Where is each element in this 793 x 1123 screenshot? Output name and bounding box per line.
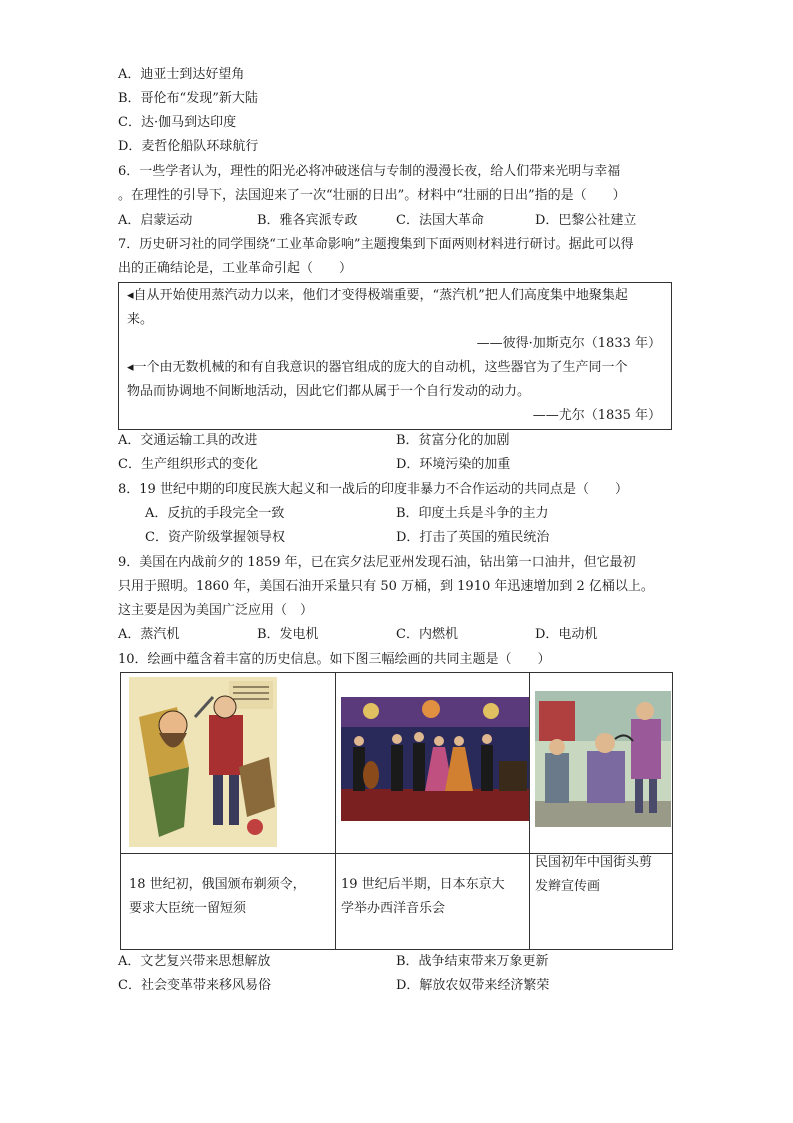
q7-quote2-line1: ◂一个由无数机械的和有自我意识的器官组成的庞大的自动机，这些器官为了生产同一个	[127, 360, 628, 375]
painting-queue-cutting	[535, 691, 671, 827]
q10-option-a[interactable]: A．文艺复兴带来思想解放	[118, 954, 271, 969]
q7-quote1-line1: ◂自从开始使用蒸汽动力以来，他们才变得极端重要，“蒸汽机”把人们高度集中地聚集起	[127, 288, 628, 303]
q5-option-b[interactable]: B．哥伦布“发现”新大陆	[118, 91, 258, 106]
painting-tokyo-western-concert	[341, 697, 529, 821]
q10-option-c[interactable]: C．社会变革带来移风易俗	[118, 978, 271, 993]
q5-option-a[interactable]: A．迪亚士到达好望角	[118, 67, 245, 82]
q7-quote2-line2: 物品而协调地不间断地活动，因此它们都从属于一个自行发动的动力。	[127, 384, 531, 399]
painting-russian-beard-decree	[129, 677, 277, 847]
q7-stem-line2: 出的正确结论是，工业革命引起（ ）	[118, 261, 353, 276]
q9-stem-line2: 只用于照明。1860 年，美国石油开采量只有 50 万桶，到 1910 年迅速增加到 2 亿桶以上。	[118, 579, 654, 594]
q7-quote2-source: ——尤尔（1835 年）	[532, 408, 661, 423]
q10-caption2-line2: 学举办西洋音乐会	[341, 901, 446, 916]
q5-option-c[interactable]: C．达·伽马到达印度	[118, 115, 237, 130]
q10-option-d[interactable]: D．解放农奴带来经济繁荣	[396, 978, 550, 993]
q8-option-d[interactable]: D．打击了英国的殖民统治	[396, 530, 550, 545]
q6-option-c[interactable]: C．法国大革命	[396, 213, 484, 228]
q6-option-d[interactable]: D．巴黎公社建立	[535, 213, 637, 228]
concert-illustration	[341, 697, 529, 821]
q10-caption2-line1: 19 世纪后半期，日本东京大	[341, 877, 505, 892]
q7-quote1-line2: 来。	[127, 312, 154, 327]
q10-painting-table	[120, 672, 673, 950]
q5-option-d[interactable]: D．麦哲伦船队环球航行	[118, 139, 259, 154]
q9-option-c[interactable]: C．内燃机	[396, 627, 458, 642]
q10-stem: 10．绘画中蕴含着丰富的历史信息。如下图三幅绘画的共同主题是（ ）	[118, 652, 551, 667]
q9-option-a[interactable]: A．蒸汽机	[118, 627, 180, 642]
q9-stem-line1: 9．美国在内战前夕的 1859 年，已在宾夕法尼亚州发现石油，钻出第一口油井，但它最初	[118, 555, 636, 570]
q6-stem-line2: 。在理性的引导下，法国迎来了一次“壮丽的日出”。材料中“壮丽的日出”指的是（ ）	[118, 188, 626, 203]
q10-caption3-line2: 发辫宣传画	[535, 879, 601, 894]
beard-cutting-illustration	[129, 677, 277, 847]
q9-option-b[interactable]: B．发电机	[257, 627, 319, 642]
q9-option-d[interactable]: D．电动机	[535, 627, 598, 642]
q6-option-b[interactable]: B．雅各宾派专政	[257, 213, 358, 228]
q10-caption1-line2: 要求大臣统一留短须	[129, 901, 247, 916]
q7-stem-line1: 7．历史研习社的同学围绕“工业革命影响”主题搜集到下面两则材料进行研讨。据此可以得	[118, 237, 634, 252]
q8-option-a[interactable]: A．反抗的手段完全一致	[145, 506, 285, 521]
q9-stem-line3: 这主要是因为美国广泛应用（ ）	[118, 603, 314, 618]
queue-cutting-illustration	[535, 691, 671, 827]
q10-caption3-line1: 民国初年中国街头剪	[535, 855, 653, 870]
q8-option-b[interactable]: B．印度土兵是斗争的主力	[396, 506, 549, 521]
q7-option-b[interactable]: B．贫富分化的加剧	[396, 433, 510, 448]
q10-option-b[interactable]: B．战争结束带来万象更新	[396, 954, 549, 969]
q7-material-box	[118, 282, 672, 430]
q6-option-a[interactable]: A．启蒙运动	[118, 213, 193, 228]
q6-stem-line1: 6．一些学者认为，理性的阳光必将冲破迷信与专制的漫漫长夜，给人们带来光明与幸福	[118, 164, 621, 179]
q8-option-c[interactable]: C．资产阶级掌握领导权	[145, 530, 285, 545]
q7-option-c[interactable]: C．生产组织形式的变化	[118, 457, 258, 472]
q7-quote1-source: ——彼得·加斯克尔（1833 年）	[476, 336, 661, 351]
q7-option-d[interactable]: D．环境污染的加重	[396, 457, 511, 472]
q8-stem: 8．19 世纪中期的印度民族大起义和一战后的印度非暴力不合作运动的共同点是（ ）	[118, 482, 628, 497]
q10-caption1-line1: 18 世纪初，俄国颁布剃须令，	[129, 877, 306, 892]
q7-option-a[interactable]: A．交通运输工具的改进	[118, 433, 258, 448]
